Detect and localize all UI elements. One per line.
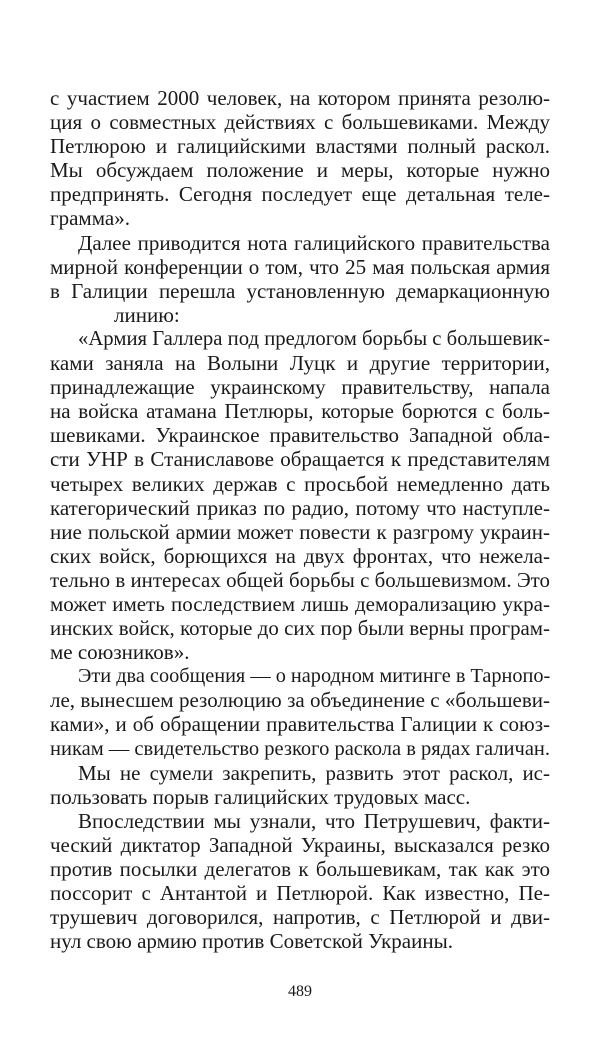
text-line: никам — свидетельство резкого раскола в рядах галичан. [50, 737, 551, 760]
text-line: Впоследствии мы узнали, что Петрушевич, факти- [78, 808, 550, 833]
text-line: Мы обсуждаем положение и меры, которые нужно [50, 158, 550, 183]
text-line: Мы не сумели закрепить, развить этот раскол, ис- [78, 760, 550, 785]
text-line: может иметь последствием лишь деморализацию укра- [50, 591, 550, 616]
text-line: сти УНР в Станиславове обращается к представителям [50, 447, 550, 472]
text-line: ция о совместных действиях с большевиками. Между [50, 110, 550, 135]
text-line: ками заняла на Волыни Луцк и другие территории, [50, 351, 550, 376]
text-line: ме союзников». [50, 640, 190, 665]
text-line: ле, вынесшем резолюцию за объединение с «большеви- [50, 688, 550, 713]
text-line: пользовать порыв галицийских трудовых масс. [50, 784, 471, 809]
text-line: против посылки делегатов к большевикам, так как это [50, 857, 550, 881]
text-line: на войска атамана Петлюры, которые борются с боль- [50, 399, 550, 424]
text-line: инских войск, которые до сих пор были верны програм- [50, 616, 550, 641]
text-line: «Армия Галлера под предлогом борьбы с большевик- [78, 327, 550, 350]
text-line: ческий диктатор Западной Украины, высказался резко [50, 832, 550, 857]
text-line: ние польской армии может повести к разгрому украин- [50, 519, 550, 544]
text-line: тельно в интересах общей борьбы с большевизмом. Это [50, 567, 550, 592]
text-line: ками», и об обращении правительства Галиции к союз- [50, 712, 550, 737]
text-line: линию: [114, 302, 180, 327]
page-number: 489 [288, 983, 312, 1000]
text-line: принадлежащие украинскому правительству, напала [50, 375, 550, 400]
text-line: категорический приказ по радио, потому что наступле- [50, 495, 550, 520]
text-line: Далее приводится нота галицийского правительства [78, 230, 550, 255]
text-line: в Галиции перешла установленную демаркационную [50, 278, 550, 303]
body-text [50, 86, 550, 953]
text-line: четырех великих держав с просьбой немедленно дать [50, 471, 550, 496]
text-line: трушевич договорился, напротив, с Петлюрой и дви- [50, 905, 550, 930]
text-line: грамма». [50, 206, 130, 231]
text-line: ских войск, борющихся на двух фронтах, что нежела- [50, 543, 550, 568]
text-line: поссорит с Антантой и Петлюрой. Как известно, Пе- [50, 881, 550, 906]
text-line: предпринять. Сегодня последует еще детальная теле- [50, 182, 550, 207]
text-line: с участием 2000 человек, на котором принята резолю- [50, 86, 550, 110]
text-line: шевиками. Украинское правительство Западной обла- [50, 423, 550, 448]
text-line: Эти два сообщения — о народном митинге в Тарнопо- [78, 665, 551, 688]
text-line: нул свою армию против Советской Украины. [50, 929, 453, 954]
text-line: Петлюрою и галицийскими властями полный раскол. [50, 134, 550, 159]
text-line: мирной конференции о том, что 25 мая польская армия [50, 254, 550, 279]
